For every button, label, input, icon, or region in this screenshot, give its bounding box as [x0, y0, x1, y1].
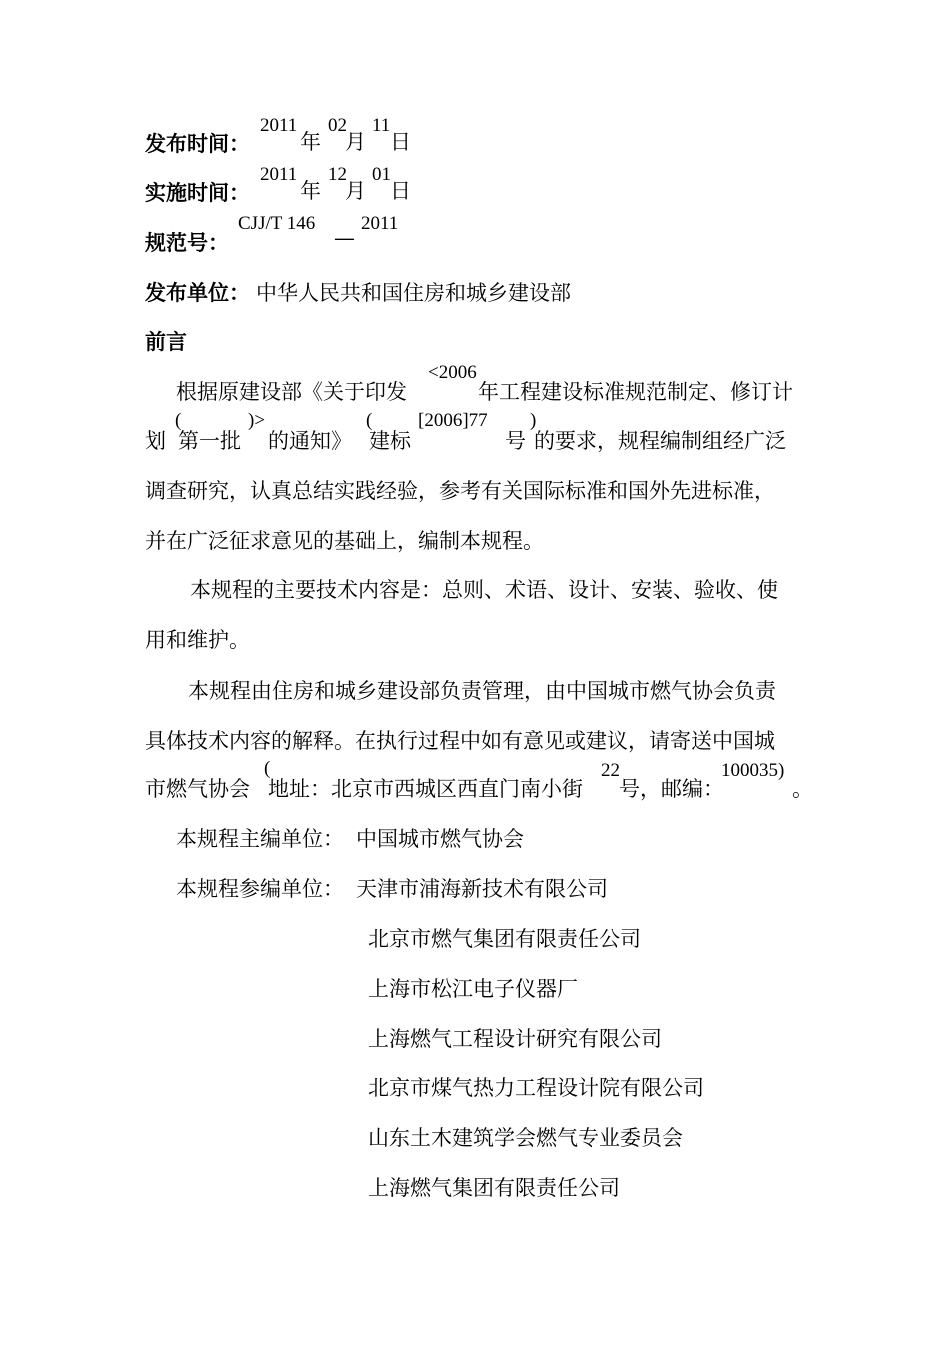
issuer-label: 发布单位： — [145, 281, 250, 305]
p1-text-m: 号 — [505, 429, 526, 453]
participant-unit: 天津市浦海新技术有限公司 — [356, 877, 608, 901]
code-label: 规范号： — [145, 231, 229, 255]
p1-paren-close-2: ) — [530, 410, 537, 431]
preface-title: 前言 — [145, 330, 187, 354]
p3-text-a: 市燃气协会 — [145, 777, 250, 801]
participants-label: 本规程参编单位： — [176, 877, 344, 901]
effective-unit-year: 年 — [300, 179, 321, 203]
effective-unit-month: 月 — [345, 179, 366, 203]
p1-text-h: 的通知》 — [268, 429, 352, 453]
p2-line1: 本规程的主要技术内容是：总则、术语、设计、安装、验收、使 — [190, 578, 778, 602]
participant-unit: 北京市煤气热力工程设计院有限公司 — [368, 1076, 704, 1100]
publish-unit-day: 日 — [390, 130, 411, 154]
publish-unit-month: 月 — [345, 130, 366, 154]
p3-postcode: 100035) — [721, 760, 785, 781]
p1-text-j: 建标 — [369, 429, 411, 453]
publish-year: 2011 — [260, 115, 298, 136]
publish-month: 02 — [328, 115, 347, 136]
effective-day: 01 — [372, 164, 391, 185]
chief-unit: 中国城市燃气协会 — [356, 827, 524, 851]
p1-text-a: 根据原建设部《关于印发 — [176, 380, 407, 404]
publish-label: 发布时间： — [145, 132, 250, 156]
chief-label: 本规程主编单位： — [176, 827, 344, 851]
p3-paren-open: ( — [264, 758, 271, 779]
code-year: 2011 — [361, 213, 399, 234]
p3-text-g: 。 — [792, 777, 813, 801]
p1-text-n: 的要求，规程编制组经广泛 — [534, 429, 786, 453]
participant-unit: 北京市燃气集团有限责任公司 — [368, 927, 641, 951]
code-prefix: CJJ/T 146 — [238, 213, 316, 234]
p2-line2: 用和维护。 — [145, 628, 250, 652]
p1-text-d: 划 — [145, 429, 166, 453]
code-dash: — — [334, 226, 355, 250]
p3-text-e: 号，邮编： — [619, 777, 724, 801]
effective-month: 12 — [328, 164, 347, 185]
p3-text-c: 地址：北京市西城区西直门南小街 — [268, 777, 583, 801]
p1-paren-close: )> — [248, 410, 266, 431]
p1-year-2006: <2006 — [428, 362, 477, 383]
p3-line2: 具体技术内容的解释。在执行过程中如有意见或建议，请寄送中国城 — [145, 729, 775, 753]
p1-paren-open: ( — [175, 410, 182, 431]
effective-label: 实施时间： — [145, 181, 250, 205]
p1-text-c: 年工程建设标准规范制定、修订计 — [478, 380, 793, 404]
effective-year: 2011 — [260, 164, 298, 185]
participant-unit: 山东土木建筑学会燃气专业委员会 — [368, 1126, 683, 1150]
p1-paren-open-2: ( — [366, 410, 373, 431]
p1-line3: 调查研究，认真总结实践经验，参考有关国际标准和国外先进标准， — [145, 479, 775, 503]
p3-line1: 本规程由住房和城乡建设部负责管理，由中国城市燃气协会负责 — [188, 679, 776, 703]
publish-day: 11 — [372, 115, 391, 136]
p1-doc-number: [2006]77 — [418, 410, 488, 431]
participant-unit: 上海燃气工程设计研究有限公司 — [368, 1027, 662, 1051]
effective-unit-day: 日 — [390, 179, 411, 203]
participant-unit: 上海燃气集团有限责任公司 — [368, 1176, 620, 1200]
p1-text-f: 第一批 — [178, 429, 241, 453]
issuer-name: 中华人民共和国住房和城乡建设部 — [256, 281, 571, 305]
p3-street-number: 22 — [601, 760, 620, 781]
publish-unit-year: 年 — [300, 130, 321, 154]
p1-line4: 并在广泛征求意见的基础上，编制本规程。 — [145, 529, 544, 553]
participant-unit: 上海市松江电子仪器厂 — [368, 977, 578, 1001]
